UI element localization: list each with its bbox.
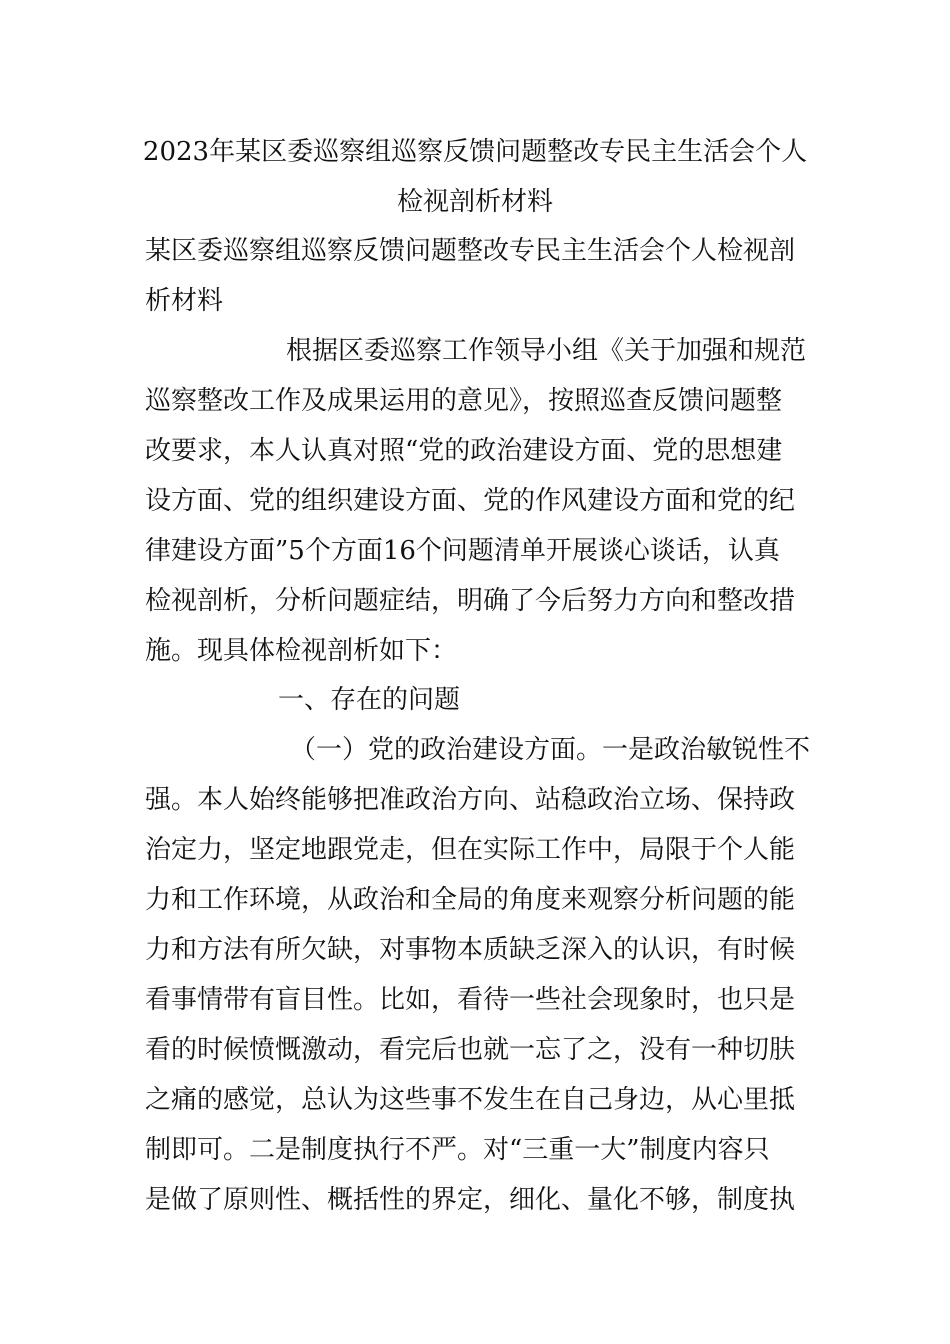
section-line-5: 力和方法有所欠缺，对事物本质缺乏深入的认识，有时候 — [145, 935, 796, 965]
document-title-line-1: 2023年某区委巡察组巡察反馈问题整改专民主生活会个人 — [142, 137, 808, 167]
section-line-3: 治定力，坚定地跟党走，但在实际工作中，局限于个人能 — [145, 835, 796, 865]
section-line-4: 力和工作环境，从政治和全局的角度来观察分析问题的能 — [145, 885, 796, 915]
section-heading: 一、存在的问题 — [278, 685, 461, 715]
section-line-6: 看事情带有盲目性。比如，看待一些社会现象时，也只是 — [145, 985, 796, 1015]
intro-line-4: 设方面、党的组织建设方面、党的作风建设方面和党的纪 — [145, 486, 796, 516]
section-line-7: 看的时候愤慨激动，看完后也就一忘了之，没有一种切肤 — [145, 1035, 796, 1065]
intro-line-5: 律建设方面”5个方面16个问题清单开展谈心谈话，认真 — [145, 536, 780, 566]
intro-line-1: 根据区委巡察工作领导小组《关于加强和规范 — [286, 336, 807, 366]
intro-line-6: 检视剖析，分析问题症结，明确了今后努力方向和整改措 — [145, 586, 796, 616]
section-line-1: （一）党的政治建设方面。一是政治敏锐性不 — [290, 735, 811, 765]
subtitle-line-1: 某区委巡察组巡察反馈问题整改专民主生活会个人检视剖 — [145, 236, 796, 266]
document-title-line-2: 检视剖析材料 — [396, 187, 553, 217]
intro-line-7: 施。现具体检视剖析如下： — [145, 636, 458, 666]
section-line-2: 强。本人始终能够把准政治方向、站稳政治立场、保持政 — [145, 785, 796, 815]
intro-line-2: 巡察整改工作及成果运用的意见》，按照巡查反馈问题整 — [145, 386, 783, 416]
section-line-10: 是做了原则性、概括性的界定，细化、量化不够，制度执 — [145, 1185, 796, 1215]
intro-line-3: 改要求，本人认真对照“党的政治建设方面、党的思想建 — [145, 436, 783, 466]
section-line-9: 制即可。二是制度执行不严。对“三重一大”制度内容只 — [145, 1135, 770, 1165]
subtitle-line-2: 析材料 — [145, 286, 224, 316]
section-line-8: 之痛的感觉，总认为这些事不发生在自己身边，从心里抵 — [145, 1085, 796, 1115]
